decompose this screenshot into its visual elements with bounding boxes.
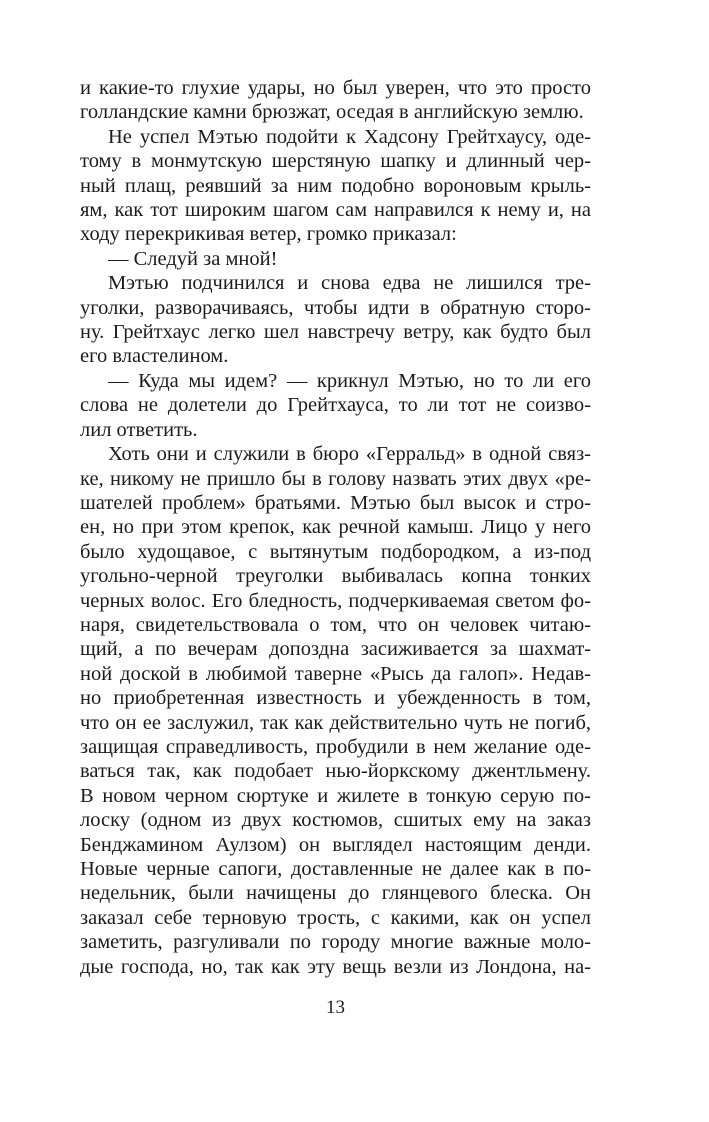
text-line: тому в монмутскую шерстяную шапку и длинный чер- <box>80 150 591 173</box>
text-line: голландские камни брюзжат, оседая в английскую землю. <box>80 101 584 124</box>
text-line: — Следуй за мной! <box>108 247 278 270</box>
text-line: угольно-черной треуголки выбивалась копна тонких <box>80 565 591 588</box>
text-line: лил ответить. <box>80 418 198 441</box>
text-line: Не успел Мэтью подойти к Хадсону Грейтхаусу, оде- <box>108 125 591 148</box>
text-line: ной доской в любимой таверне «Рысь да галоп». Недав- <box>80 662 591 685</box>
text-line: и какие-то глухие удары, но был уверен, что это просто <box>80 77 591 99</box>
text-line: ваться так, как подобает нью-йоркскому джентльмену. <box>80 760 591 783</box>
text-line: ен, но при этом крепок, как речной камыш. Лицо у него <box>80 516 591 539</box>
text-line: лоску (одном из двух костюмов, сшитых ему на заказ <box>80 809 591 832</box>
page-text <box>80 76 591 979</box>
text-line: уголки, разворачиваясь, чтобы идти в обратную сторо- <box>80 296 591 319</box>
text-line: наря, свидетельствовала о том, что он человек читаю- <box>80 613 591 636</box>
text-line: слова не долетели до Грейтхауса, то ли тот не соизво- <box>80 394 591 417</box>
text-line: щий, а по вечерам допоздна засиживается за шахмат- <box>80 638 591 661</box>
text-line: что он ее заслужил, так как действительно чуть не погиб, <box>80 711 591 734</box>
text-line: дые господа, но, так как эту вещь везли из Лондона, на- <box>80 955 591 978</box>
text-line: — Куда мы идем? — крикнул Мэтью, но то ли его <box>108 369 591 392</box>
text-line: но приобретенная известность и убежденность в том, <box>80 687 591 710</box>
text-line: защищая справедливость, пробудили в нем желание оде- <box>80 735 591 758</box>
text-line: Бенджамином Аулзом) он выглядел настоящим денди. <box>80 833 591 856</box>
text-line: черных волос. Его бледность, подчеркиваемая светом фо- <box>80 589 591 612</box>
page-number: 13 <box>326 997 345 1018</box>
text-line: Новые черные сапоги, доставленные не далее как в по- <box>80 858 591 880</box>
text-line: ям, как тот широким шагом сам направился к нему и, на <box>80 199 591 222</box>
text-line: В новом черном сюртуке и жилете в тонкую серую по- <box>80 784 591 807</box>
text-line: ке, никому не пришло бы в голову назвать этих двух «ре- <box>80 467 591 490</box>
text-line: недельник, были начищены до глянцевого блеска. Он <box>80 882 591 905</box>
text-line: заказал себе терновую трость, с какими, как он успел <box>80 906 591 929</box>
text-line: его властелином. <box>80 345 229 368</box>
text-line: было худощавое, с вытянутым подбородком, а из-под <box>80 540 591 563</box>
text-line: заметить, разгуливали по городу многие важные моло- <box>80 931 591 954</box>
text-line: Мэтью подчинился и снова едва не лишился тре- <box>108 272 591 295</box>
text-line: ну. Грейтхаус легко шел навстречу ветру, как будто был <box>80 321 591 344</box>
text-line: ходу перекрикивая ветер, громко приказал: <box>80 223 457 246</box>
text-line: Хоть они и служили в бюро «Герральд» в одной связ- <box>108 443 591 466</box>
text-line: шателей проблем» братьями. Мэтью был высок и стро- <box>80 491 591 514</box>
text-line: ный плащ, реявший за ним подобно вороновым крыль- <box>80 174 591 197</box>
